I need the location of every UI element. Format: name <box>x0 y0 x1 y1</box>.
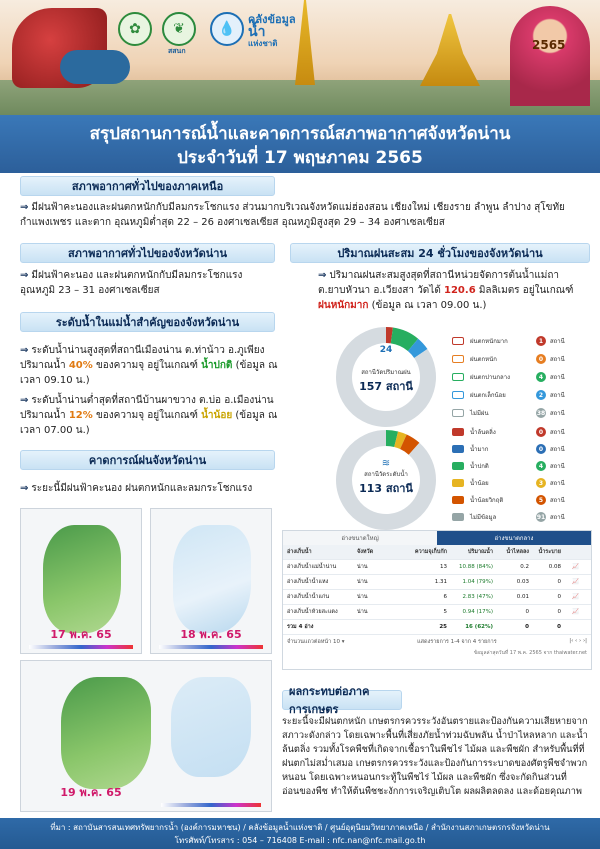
water-level-high-text <box>20 343 285 388</box>
col-header[interactable]: อ่างเก็บน้ำ <box>287 549 312 555</box>
rain-forecast-text <box>20 481 285 496</box>
rain-forecast-heading: คาดการณ์ฝนจังหวัดน่าน <box>20 450 275 470</box>
cloud-rain-icon <box>452 409 464 417</box>
table-cell: 0.2 <box>520 564 529 570</box>
table-cell: 0 <box>557 579 561 585</box>
legend-count: 1 <box>536 336 546 346</box>
header-hero <box>0 0 600 115</box>
nan-weather-body: มีฝนฟ้าคะนอง และฝนตกหนักกับมีลมกระโชกแรง อุณหภูมิ 23 – 31 องศาเซลเซียส <box>20 270 243 296</box>
legend-label: ฝนตกเล็กน้อย <box>470 392 506 399</box>
table-cell: 0.94 (17%) <box>462 609 493 615</box>
legend-label: ไม่มีข้อมูล <box>470 514 497 521</box>
cloud-rain-icon <box>452 337 464 345</box>
rain24-post: (ข้อมูล ณ เวลา 09.00 น.) <box>368 300 487 311</box>
map-date-label: 17 พ.ค. 65 <box>50 628 112 641</box>
map-date-label: 19 พ.ค. 65 <box>60 786 122 799</box>
table-pager <box>283 635 591 649</box>
table-cell: 25 <box>439 624 447 630</box>
longboat-hull-image <box>60 50 130 84</box>
legend-unit: สถานี <box>550 514 565 521</box>
table-cell: 1.04 (79%) <box>462 579 493 585</box>
legend-label: ฝนตกปานกลาง <box>470 374 511 381</box>
legend-unit: สถานี <box>550 338 565 345</box>
table-cell: อ่างเก็บน้ำห้วยสะแตง <box>287 609 338 615</box>
water-level-low-text <box>20 393 285 438</box>
legend-count: 0 <box>536 444 546 454</box>
legend-label: น้ำล้นตลิ่ง <box>470 429 496 436</box>
water-high-mid: ของความจุ อยู่ในเกณฑ์ <box>92 360 202 371</box>
table-cell: 0.08 <box>548 564 561 570</box>
table-cell: 1.31 <box>434 579 447 585</box>
water-logo-line1: คลังข้อมูล <box>248 13 296 26</box>
water-low-pct: 12% <box>68 410 93 421</box>
donut2-caption: สถานีวัดระดับน้ำ <box>364 471 408 478</box>
rain24-mid: มิลลิเมตร อยู่ในเกณฑ์ <box>475 285 574 296</box>
water-wave-icon <box>452 513 464 521</box>
rain24-heading: ปริมาณฝนสะสม 24 ชั่วโมงของจังหวัดน่าน <box>290 243 590 263</box>
arrow-icon: ⇒ <box>20 202 29 213</box>
legend-label: น้ำปกติ <box>470 463 489 470</box>
table-cell: 2.83 (47%) <box>462 594 493 600</box>
legend-item <box>452 511 592 523</box>
table-cell: อ่างเก็บน้ำแม่น้ำน่าน <box>287 564 337 570</box>
agri-text: ระยะนี้จะมีฝนตกหนัก เกษตรกรควรระวังอันตรายและป้องกันความเสียหายจากสภาวะดังกล่าว โดยเฉพาะพื้นที่เสี่ยงภัยน้ำท่วมฉับพลัน น้ำป่าไหลหลาก และน้ำล้นตลิ่ง รวมทั้งโรคพืชที่เกิดจากเชื้อราในพืชไร่ ไม้ผล และพืชผัก สำหรับพื้นที่ที่ฝนตกไม่สม่ำเสมอ เกษตรกรควรระวังและป้องกันการระบาดของศัตรูพืชจำพวกหนอน โดยเฉพาะหนอนกระทู้ในพืชไร่ ไม้ผล และพืชผัก ซึ่งจะกัดกินส่วนที่อ่อนของพืช ทำให้ต้นพืชชะงักการเจริญเติบโต ผลผลิตลดลง และด้อยคุณภาพ <box>282 716 588 797</box>
arrow-icon: ⇒ <box>20 483 29 494</box>
water-logo-text <box>248 14 296 50</box>
map-color-scale <box>161 803 261 807</box>
col-header[interactable]: จังหวัด <box>357 549 374 555</box>
legend-item <box>452 460 592 472</box>
legend-item <box>452 407 592 419</box>
table-row <box>283 590 591 605</box>
donut-slice-2 <box>392 335 413 344</box>
forecast-map-day3 <box>20 660 272 812</box>
table-cell: 10.88 (84%) <box>458 564 493 570</box>
rain-gauge-icon: 24 <box>379 345 393 355</box>
pager-nav[interactable]: |‹ ‹ › ›| <box>569 638 587 644</box>
legend-count: 4 <box>536 372 546 382</box>
table-row <box>283 605 591 620</box>
col-header[interactable]: น้ำระบาย <box>538 549 561 555</box>
chart-link-icon[interactable]: 📈 <box>572 594 579 600</box>
table-cell: น่าน <box>357 564 368 570</box>
hero-year: 2565 <box>532 38 566 52</box>
water-high-status: น้ำปกติ <box>201 360 233 371</box>
water-low-status: น้ำน้อย <box>201 410 233 421</box>
table-cell: 0 <box>557 624 561 630</box>
legend-count: 91 <box>536 513 546 521</box>
per-page-select[interactable]: 10 <box>332 639 340 645</box>
nan-weather-text <box>20 268 280 298</box>
legend-unit: สถานี <box>550 356 565 363</box>
table-cell: อ่างเก็บน้ำน้ำแก่น <box>287 594 330 600</box>
wave-icon: ≋ <box>381 458 391 469</box>
legend-label: ฝนตกหนักมาก <box>470 338 508 345</box>
arrow-icon: ⇒ <box>20 270 29 281</box>
north-weather-text <box>20 200 585 230</box>
map-color-scale <box>159 645 263 649</box>
table-cell: 16 (62%) <box>465 624 493 630</box>
donut2-count: 113 สถานี <box>359 482 413 495</box>
legend-count: 38 <box>536 409 546 417</box>
footer <box>0 818 600 849</box>
water-wave-icon <box>452 496 464 504</box>
donut1-center <box>334 345 438 395</box>
donut-slice-3 <box>396 439 403 442</box>
golden-pagoda-image <box>420 14 480 86</box>
water-high-post: (ข้อมูล ณ เวลา 09.10 น.) <box>20 360 278 386</box>
hmi-logo-text: สสนก <box>168 47 186 55</box>
table-cell: 0.01 <box>516 594 529 600</box>
table-cell: น่าน <box>357 579 368 585</box>
table-body <box>283 560 591 635</box>
legend-count: 3 <box>536 478 546 488</box>
reservoir-tabs <box>283 531 591 545</box>
legend-unit: สถานี <box>550 497 565 504</box>
map-land <box>43 525 121 633</box>
cloud-rain-icon <box>452 355 464 363</box>
rain-forecast-body: ระยะนี้มีฝนฟ้าคะนอง ฝนตกหนักและลมกระโชกแรง <box>31 483 253 494</box>
per-page-label: จำนวนแถวต่อหน้า 10 ▾ <box>287 639 345 645</box>
legend-count: 4 <box>536 461 546 471</box>
col-header[interactable]: ความจุเก็บกัก <box>414 549 447 555</box>
map-land <box>61 677 151 789</box>
water-low-pre: ระดับน้ำน่านต่ำสุดที่สถานีบ้านผาขวาง ต.บ่อ อ.เมืองน่าน ปริมาณน้ำ <box>20 395 274 421</box>
legend-count: 0 <box>536 427 546 437</box>
table-cell: น่าน <box>357 609 368 615</box>
legend-item <box>452 426 592 438</box>
legend-unit: สถานี <box>550 392 565 399</box>
legend-label: น้ำมาก <box>470 446 489 453</box>
table-row <box>283 560 591 575</box>
table-row <box>283 575 591 590</box>
chart-link-icon[interactable]: 📈 <box>572 609 579 615</box>
rain24-text <box>318 268 588 313</box>
legend-label: น้ำน้อยวิกฤติ <box>470 497 504 504</box>
map-land <box>173 525 251 633</box>
agri-heading: ผลกระทบต่อภาคการเกษตร <box>282 690 402 710</box>
table-cell: อ่างเก็บน้ำน้ำแหง <box>287 579 329 585</box>
rain24-status: ฝนหนักมาก <box>318 300 369 311</box>
legend-unit: สถานี <box>550 463 565 470</box>
buddha-statue-image <box>295 0 315 85</box>
table-cell: น่าน <box>357 594 368 600</box>
reservoir-table <box>282 530 592 670</box>
chart-link-icon[interactable]: 📈 <box>572 579 579 585</box>
table-cell: รวม 4 อ่าง <box>287 624 314 630</box>
tab-medium-reservoir[interactable]: อ่างขนาดกลาง <box>437 531 591 545</box>
water-high-pct: 40% <box>68 360 93 371</box>
table-row <box>283 620 591 635</box>
per-page-text: จำนวนแถวต่อหน้า <box>287 639 332 645</box>
legend-label: ฝนตกหนัก <box>470 356 497 363</box>
arrow-icon: ⇒ <box>318 270 327 281</box>
legend-label: ไม่มีฝน <box>470 410 489 417</box>
tab-large-reservoir[interactable]: อ่างขนาดใหญ่ <box>283 531 437 545</box>
forecast-map-day2 <box>150 508 272 654</box>
water-logo-line3: แห่งชาติ <box>248 39 278 48</box>
legend-item <box>452 335 592 347</box>
footer-source: ที่มา : สถาบันสารสนเทศทรัพยากรน้ำ (องค์การมหาชน) / คลังข้อมูลน้ำแห่งชาติ / ศูนย์อุตุนิยมวิทยาภาคเหนือ / สำนักงานสภาเกษตรกรจังหวัดน่าน <box>50 823 550 832</box>
nan-weather-heading: สภาพอากาศทั่วไปของจังหวัดน่าน <box>20 243 275 263</box>
water-wave-icon <box>452 445 464 453</box>
water-drop-logo: 💧 <box>210 12 244 46</box>
page-date: ประจำวันที่ 17 พฤษภาคม 2565 <box>177 148 423 168</box>
rain24-pre: ปริมาณฝนสะสมสูงสุดที่สถานีหน่วยจัดการต้นน้ำแม่ถา ต.ยาบหัวนา อ.เวียงสา วัดได้ <box>318 270 560 296</box>
legend-unit: สถานี <box>550 480 565 487</box>
legend-item <box>452 443 592 455</box>
water-wave-icon <box>452 462 464 470</box>
map-land-secondary <box>171 677 251 777</box>
donut2-center <box>334 458 438 497</box>
forecast-map-day1 <box>20 508 142 654</box>
legend-unit: สถานี <box>550 410 565 417</box>
legend-unit: สถานี <box>550 446 565 453</box>
water-high-pre: ระดับน้ำน่านสูงสุดที่สถานีเมืองน่าน ต.ท่าน้าว อ.ภูเพียง ปริมาณน้ำ <box>20 345 265 371</box>
water-wave-icon <box>452 428 464 436</box>
table-cell: 0 <box>557 594 561 600</box>
col-header[interactable]: น้ำไหลลง <box>506 549 529 555</box>
cloud-rain-icon <box>452 373 464 381</box>
cloud-rain-icon <box>452 391 464 399</box>
water-logo-line2: น้ำ <box>248 24 266 40</box>
legend-item <box>452 353 592 365</box>
dnp-logo: ✿ <box>118 12 152 46</box>
arrow-icon: ⇒ <box>20 395 29 406</box>
table-cell: 0 <box>525 609 529 615</box>
north-weather-heading: สภาพอากาศทั่วไปของภาคเหนือ <box>20 176 275 196</box>
table-cell: 6 <box>443 594 447 600</box>
legend-count: 2 <box>536 390 546 400</box>
legend-item <box>452 494 592 506</box>
legend-unit: สถานี <box>550 429 565 436</box>
water-wave-icon <box>452 479 464 487</box>
donut1-count: 157 สถานี <box>359 380 413 393</box>
table-cell: 5 <box>443 609 447 615</box>
table-cell: 0.03 <box>516 579 529 585</box>
legend-label: น้ำน้อย <box>470 480 489 487</box>
title-banner <box>0 115 600 173</box>
legend-count: 5 <box>536 495 546 505</box>
legend-item <box>452 371 592 383</box>
footer-contact: โทรศัพท์/โทรสาร : 054 – 716408 E-mail : nfc.nan@nfc.mail.go.th <box>174 836 426 845</box>
table-note: ข้อมูลล่าสุดวันที่ 17 พ.ค. 2565 จาก thaiwater.net <box>473 650 587 656</box>
water-low-mid: ของความจุ อยู่ในเกณฑ์ <box>92 410 202 421</box>
legend-item <box>452 477 592 489</box>
table-cell: 0 <box>557 609 561 615</box>
traditional-lady-image <box>510 6 590 106</box>
pager-text: แสดงรายการ 1-4 จาก 4 รายการ <box>417 639 497 645</box>
map-color-scale <box>29 645 133 649</box>
table-cell: 0 <box>525 624 529 630</box>
rain24-max-value: 120.6 <box>444 285 476 296</box>
page-title: สรุปสถานการณ์น้ำและคาดการณ์สภาพอากาศจังหวัดน่าน <box>89 124 511 144</box>
legend-count: 0 <box>536 354 546 364</box>
arrow-icon: ⇒ <box>20 345 29 356</box>
legend-item <box>452 389 592 401</box>
map-date-label: 18 พ.ค. 65 <box>180 628 242 641</box>
col-header[interactable]: ปริมาณน้ำ <box>467 549 493 555</box>
hmi-logo: ❦ <box>162 12 196 46</box>
north-weather-body: มีฝนฟ้าคะนองและฝนตกหนักกับมีลมกระโชกแรง ส่วนมากบริเวณจังหวัดแม่ฮ่องสอน เชียงใหม่ เชียงราย ลำพูน ลำปาง สุโขทัย กำแพงเพชร และตาก อุณหภูมิต่ำสุด 22 – 26 องศาเซลเซียส อุณหภูมิสูงสุด 29 – 34 องศาเซลเซียส <box>20 202 565 228</box>
chart-link-icon[interactable]: 📈 <box>572 564 579 570</box>
table-cell: 13 <box>440 564 447 570</box>
legend-unit: สถานี <box>550 374 565 381</box>
water-low-post: (ข้อมูล ณ เวลา 07.00 น.) <box>20 410 278 436</box>
donut-slice-4 <box>403 442 414 449</box>
water-level-heading: ระดับน้ำในแม่น้ำสำคัญของจังหวัดน่าน <box>20 312 275 332</box>
donut1-caption: สถานีวัดปริมาณฝน <box>361 369 411 376</box>
donut-slice-2 <box>386 438 396 439</box>
table-header <box>283 545 591 560</box>
